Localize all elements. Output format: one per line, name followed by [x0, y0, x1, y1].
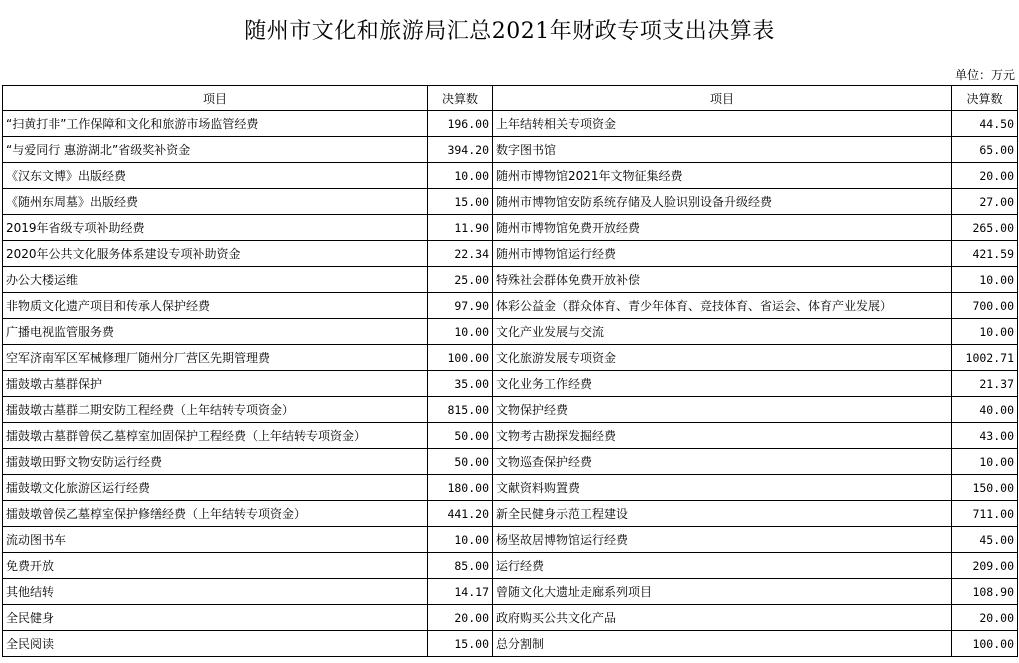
- cell-project-left: 办公大楼运维: [3, 267, 428, 293]
- table-row: [3, 553, 1018, 579]
- cell-amount-right: 44.50: [952, 111, 1018, 137]
- cell-amount-left: 10.00: [428, 319, 493, 345]
- cell-amount-left: 180.00: [428, 475, 493, 501]
- cell-amount-right: 10.00: [952, 319, 1018, 345]
- cell-amount-left: 15.00: [428, 631, 493, 657]
- cell-project-right: 数字图书馆: [493, 137, 952, 163]
- cell-project-left: 广播电视监管服务费: [3, 319, 428, 345]
- cell-project-left: 非物质文化遗产项目和传承人保护经费: [3, 293, 428, 319]
- cell-amount-right: 10.00: [952, 449, 1018, 475]
- cell-amount-right: 20.00: [952, 605, 1018, 631]
- table-row: [3, 371, 1018, 397]
- header-project-left: 项目: [3, 86, 428, 111]
- cell-amount-right: 21.37: [952, 371, 1018, 397]
- expenditure-table: [2, 85, 1018, 657]
- table-row: [3, 163, 1018, 189]
- table-row: [3, 397, 1018, 423]
- cell-amount-left: 25.00: [428, 267, 493, 293]
- cell-project-right: 随州市博物馆免费开放经费: [493, 215, 952, 241]
- unit-label: 单位：万元: [954, 68, 1015, 82]
- cell-amount-left: 85.00: [428, 553, 493, 579]
- cell-project-right: 曾随文化大遗址走廊系列项目: [493, 579, 952, 605]
- table-row: [3, 423, 1018, 449]
- cell-amount-right: 40.00: [952, 397, 1018, 423]
- cell-project-left: 空军济南军区军械修理厂随州分厂营区先期管理费: [3, 345, 428, 371]
- cell-project-left: 擂鼓墩古墓群保护: [3, 371, 428, 397]
- cell-project-right: 特殊社会群体免费开放补偿: [493, 267, 952, 293]
- table-row: [3, 137, 1018, 163]
- cell-amount-right: 711.00: [952, 501, 1018, 527]
- cell-amount-right: 700.00: [952, 293, 1018, 319]
- cell-amount-left: 15.00: [428, 189, 493, 215]
- cell-amount-left: 35.00: [428, 371, 493, 397]
- cell-project-right: 杨坚故居博物馆运行经费: [493, 527, 952, 553]
- cell-project-right: 政府购买公共文化产品: [493, 605, 952, 631]
- cell-project-left: 2019年省级专项补助经费: [3, 215, 428, 241]
- cell-amount-right: 20.00: [952, 163, 1018, 189]
- cell-project-right: 随州市博物馆2021年文物征集经费: [493, 163, 952, 189]
- cell-amount-left: 97.90: [428, 293, 493, 319]
- cell-amount-right: 100.00: [952, 631, 1018, 657]
- cell-project-left: 流动图书车: [3, 527, 428, 553]
- table-row: [3, 319, 1018, 345]
- cell-amount-right: 209.00: [952, 553, 1018, 579]
- table-row: [3, 631, 1018, 657]
- cell-amount-left: 196.00: [428, 111, 493, 137]
- cell-project-right: 文化旅游发展专项资金: [493, 345, 952, 371]
- cell-project-left: 《汉东文博》出版经费: [3, 163, 428, 189]
- cell-project-right: 随州市博物馆运行经费: [493, 241, 952, 267]
- cell-amount-left: 10.00: [428, 163, 493, 189]
- header-amount-right: 决算数: [952, 86, 1018, 111]
- cell-amount-right: 45.00: [952, 527, 1018, 553]
- cell-amount-right: 65.00: [952, 137, 1018, 163]
- table-row: [3, 605, 1018, 631]
- cell-project-right: 文物巡查保护经费: [493, 449, 952, 475]
- cell-project-left: 擂鼓墩文化旅游区运行经费: [3, 475, 428, 501]
- cell-project-right: 文化产业发展与交流: [493, 319, 952, 345]
- page-title: 随州市文化和旅游局汇总2021年财政专项支出决算表: [244, 19, 775, 44]
- cell-project-left: 免费开放: [3, 553, 428, 579]
- cell-amount-right: 27.00: [952, 189, 1018, 215]
- cell-project-left: 《随州东周墓》出版经费: [3, 189, 428, 215]
- cell-amount-left: 20.00: [428, 605, 493, 631]
- cell-amount-left: 441.20: [428, 501, 493, 527]
- cell-amount-left: 11.90: [428, 215, 493, 241]
- cell-project-right: 文化业务工作经费: [493, 371, 952, 397]
- cell-amount-left: 100.00: [428, 345, 493, 371]
- cell-amount-right: 150.00: [952, 475, 1018, 501]
- cell-amount-right: 43.00: [952, 423, 1018, 449]
- table-row: [3, 111, 1018, 137]
- cell-project-left: “扫黄打非”工作保障和文化和旅游市场监管经费: [3, 111, 428, 137]
- cell-project-right: 新全民健身示范工程建设: [493, 501, 952, 527]
- table-row: [3, 475, 1018, 501]
- cell-amount-left: 14.17: [428, 579, 493, 605]
- cell-amount-right: 421.59: [952, 241, 1018, 267]
- cell-project-left: 其他结转: [3, 579, 428, 605]
- table-row: [3, 501, 1018, 527]
- cell-project-right: 体彩公益金（群众体育、青少年体育、竞技体育、省运会、体育产业发展）: [493, 293, 952, 319]
- table-row: [3, 527, 1018, 553]
- cell-project-left: 全民阅读: [3, 631, 428, 657]
- cell-project-left: 擂鼓墩田野文物安防运行经费: [3, 449, 428, 475]
- table-row: [3, 189, 1018, 215]
- cell-amount-left: 10.00: [428, 527, 493, 553]
- cell-project-right: 文物考古勘探发掘经费: [493, 423, 952, 449]
- cell-project-left: 擂鼓墩古墓群二期安防工程经费（上年结转专项资金）: [3, 397, 428, 423]
- cell-project-right: 总分割制: [493, 631, 952, 657]
- cell-amount-left: 815.00: [428, 397, 493, 423]
- cell-project-left: 擂鼓墩古墓群曾侯乙墓椁室加固保护工程经费（上年结转专项资金）: [3, 423, 428, 449]
- table-row: [3, 267, 1018, 293]
- cell-project-right: 文献资料购置费: [493, 475, 952, 501]
- cell-project-right: 运行经费: [493, 553, 952, 579]
- header-amount-left: 决算数: [428, 86, 493, 111]
- cell-amount-left: 22.34: [428, 241, 493, 267]
- cell-amount-right: 1002.71: [952, 345, 1018, 371]
- table-row: [3, 215, 1018, 241]
- cell-project-left: 全民健身: [3, 605, 428, 631]
- cell-project-left: 2020年公共文化服务体系建设专项补助资金: [3, 241, 428, 267]
- cell-amount-left: 50.00: [428, 423, 493, 449]
- cell-project-right: 上年结转相关专项资金: [493, 111, 952, 137]
- cell-project-right: 文物保护经费: [493, 397, 952, 423]
- cell-project-left: 擂鼓墩曾侯乙墓椁室保护修缮经费（上年结转专项资金）: [3, 501, 428, 527]
- table-row: [3, 345, 1018, 371]
- table-row: [3, 241, 1018, 267]
- cell-project-left: “与爱同行 惠游湖北”省级奖补资金: [3, 137, 428, 163]
- cell-project-right: 随州市博物馆安防系统存储及人脸识别设备升级经费: [493, 189, 952, 215]
- header-project-right: 项目: [493, 86, 952, 111]
- table-row: [3, 449, 1018, 475]
- cell-amount-right: 265.00: [952, 215, 1018, 241]
- table-row: [3, 579, 1018, 605]
- table-header-row: [3, 86, 1018, 111]
- cell-amount-right: 10.00: [952, 267, 1018, 293]
- table-row: [3, 293, 1018, 319]
- cell-amount-left: 394.20: [428, 137, 493, 163]
- cell-amount-right: 108.90: [952, 579, 1018, 605]
- cell-amount-left: 50.00: [428, 449, 493, 475]
